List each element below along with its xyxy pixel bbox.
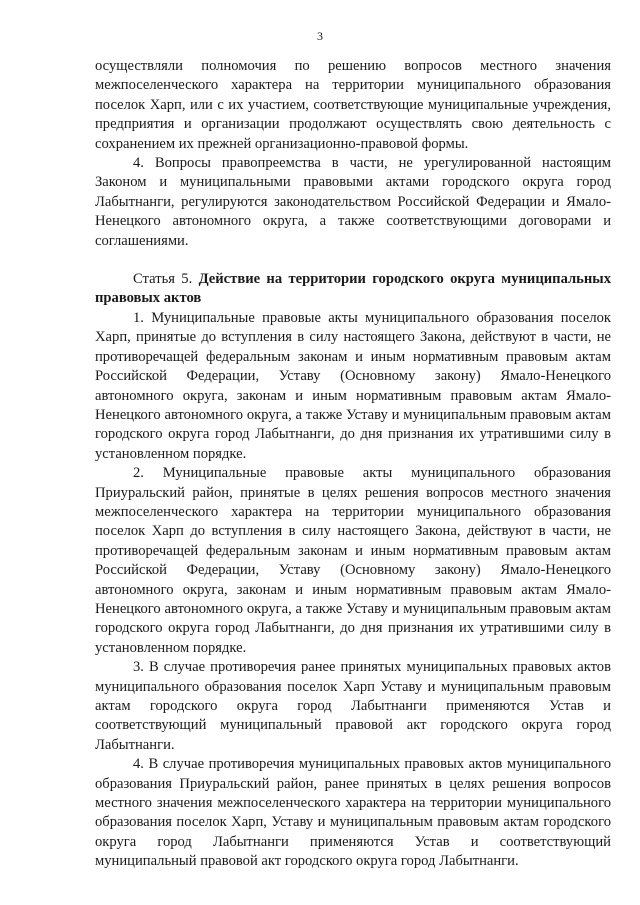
article-paragraph-3: 3. В случае противоречия ранее принятых муниципальных правовых актов муниципального образования поселок Харп Уставу и муниципальным правовым актам городского округа город Лабытнанги применяются Устав и соответствующий муниципальный правовой акт городского округа город Лабытнанги. [95, 659, 611, 753]
page-number: 3 [317, 29, 323, 43]
article-paragraph-4: 4. В случае противоречия муниципальных правовых актов муниципального образования Приуральский район, ранее принятых в целях решения вопросов местного значения межпоселенческого характера на территории муниципального образования поселок Харп, Уставу и муниципальным правовым актам городского округа город Лабытнанги применяются Устав и соответствующий муниципальный правовой акт городского округа город Лабытнанги. [95, 756, 611, 870]
paragraph-continuation: осуществляли полномочия по решению вопросов местного значения межпоселенческого характера на территории муниципального образования поселок Харп, или с их участием, соответствующие муниципальные учреждения, предприятия и организации продолжают осуществлять свою деятельность с сохранением их прежней организационно-правовой формы. [95, 58, 611, 152]
article-paragraph-2: 2. Муниципальные правовые акты муниципального образования Приуральский район, принятые в целях решения вопросов местного значения межпоселенческого характера на территории муниципального образования поселок Харп до вступления в силу настоящего Закона, действуют в части, не противоречащей федеральным законам и иным нормативным правовым актам Российской Федерации, Уставу (Основному закону) Ямало-Ненецкого автономного округа, законам и иным нормативным правовым актам Ямало-Ненецкого автономного округа, а также Уставу и муниципальным правовым актам городского округа город Лабытнанги, до дня признания их утратившими силу в установленном порядке. [95, 465, 611, 656]
document-body [95, 57, 611, 872]
paragraph-item-4: 4. Вопросы правопреемства в части, не урегулированной настоящим Законом и муниципальными правовыми актами городского округа город Лабытнанги, регулируются законодательством Российской Федерации и Ямало-Ненецкого автономного округа, а также соответствующими договорами и соглашениями. [95, 155, 611, 249]
article-title: Действие на территории городского округа муниципальных правовых актов [95, 271, 611, 307]
article-heading [95, 270, 611, 309]
article-paragraph-1: 1. Муниципальные правовые акты муниципального образования поселок Харп, принятые до вступления в силу настоящего Закона, действуют в части, не противоречащей федеральным законам и иным нормативным правовым актам Российской Федерации, Уставу (Основному закону) Ямало-Ненецкого автономного округа, законам и иным нормативным правовым актам Ямало-Ненецкого автономного округа, а также Уставу и муниципальным правовым актам городского округа город Лабытнанги, до дня признания их утратившими силу в установленном порядке. [95, 309, 611, 462]
article-number: Статья 5. [133, 271, 193, 288]
